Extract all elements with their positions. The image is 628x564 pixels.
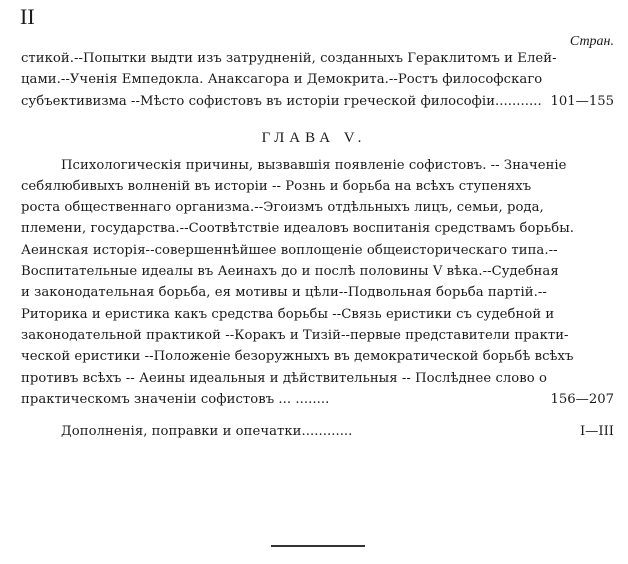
toc-line: субъективизма --Мѣсто софистовъ въ исторiи греческой философiи........... <box>21 94 542 109</box>
toc-line: законодательной практикой --Коракъ и Тизiй--первые представители практи- <box>21 328 569 343</box>
toc-line: Дополненiя, поправки и опечатки............ <box>61 424 353 439</box>
chapter-heading: ГЛАВА V. <box>261 130 367 146</box>
toc-line: стикой.--Попытки выдти изъ затрудненiй, созданныхъ Гераклитомъ и Елей- <box>21 51 557 66</box>
toc-line: и законодательная борьба, ея мотивы и цѣли--Подвольная борьба партiй.-- <box>21 285 547 300</box>
page-range: 101—155 <box>550 94 614 109</box>
page-number: II <box>20 4 35 29</box>
toc-line: практическомъ значенiи софистовъ ... ........ <box>21 392 330 407</box>
toc-line: Аеинская исторiя--совершеннѣйшее воплощенiе общеисторическаго типа.-- <box>21 243 558 258</box>
page-column-header: Стран. <box>569 34 614 49</box>
toc-line: Психологическiя причины, вызвавшiя появленiе софистовъ. -- Значенiе <box>61 158 567 173</box>
page-range: I—III <box>579 424 614 439</box>
toc-line: роста общественнаго организма.--Эгоизмъ отдѣльныхъ лицъ, семьи, рода, <box>21 200 544 215</box>
toc-line: Риторика и еристика какъ средства борьбы --Связь еристики съ судебной и <box>21 307 555 322</box>
page-range: 156—207 <box>550 392 614 407</box>
toc-line: себялюбивыхъ волненiй въ исторiи -- Рознь и борьба на всѣхъ ступеняхъ <box>21 179 532 194</box>
toc-line: противъ всѣхъ -- Аеины идеальныя и дѣйствительныя -- Послѣднее слово о <box>21 371 547 386</box>
toc-line: Воспитательные идеалы въ Аеинахъ до и послѣ половины V вѣка.--Судебная <box>21 264 559 279</box>
toc-line: цами.--Ученiя Емпедокла. Анаксагора и Демокрита.--Ростъ философскаго <box>21 72 543 87</box>
toc-line: племени, государства.--Соотвѣтствiе идеаловъ воспитанiя средствамъ борьбы. <box>21 221 575 236</box>
decorative-rule <box>271 545 365 547</box>
toc-line: ческой еристики --Положенiе безоружныхъ въ демократической борьбѣ всѣхъ <box>21 349 574 364</box>
